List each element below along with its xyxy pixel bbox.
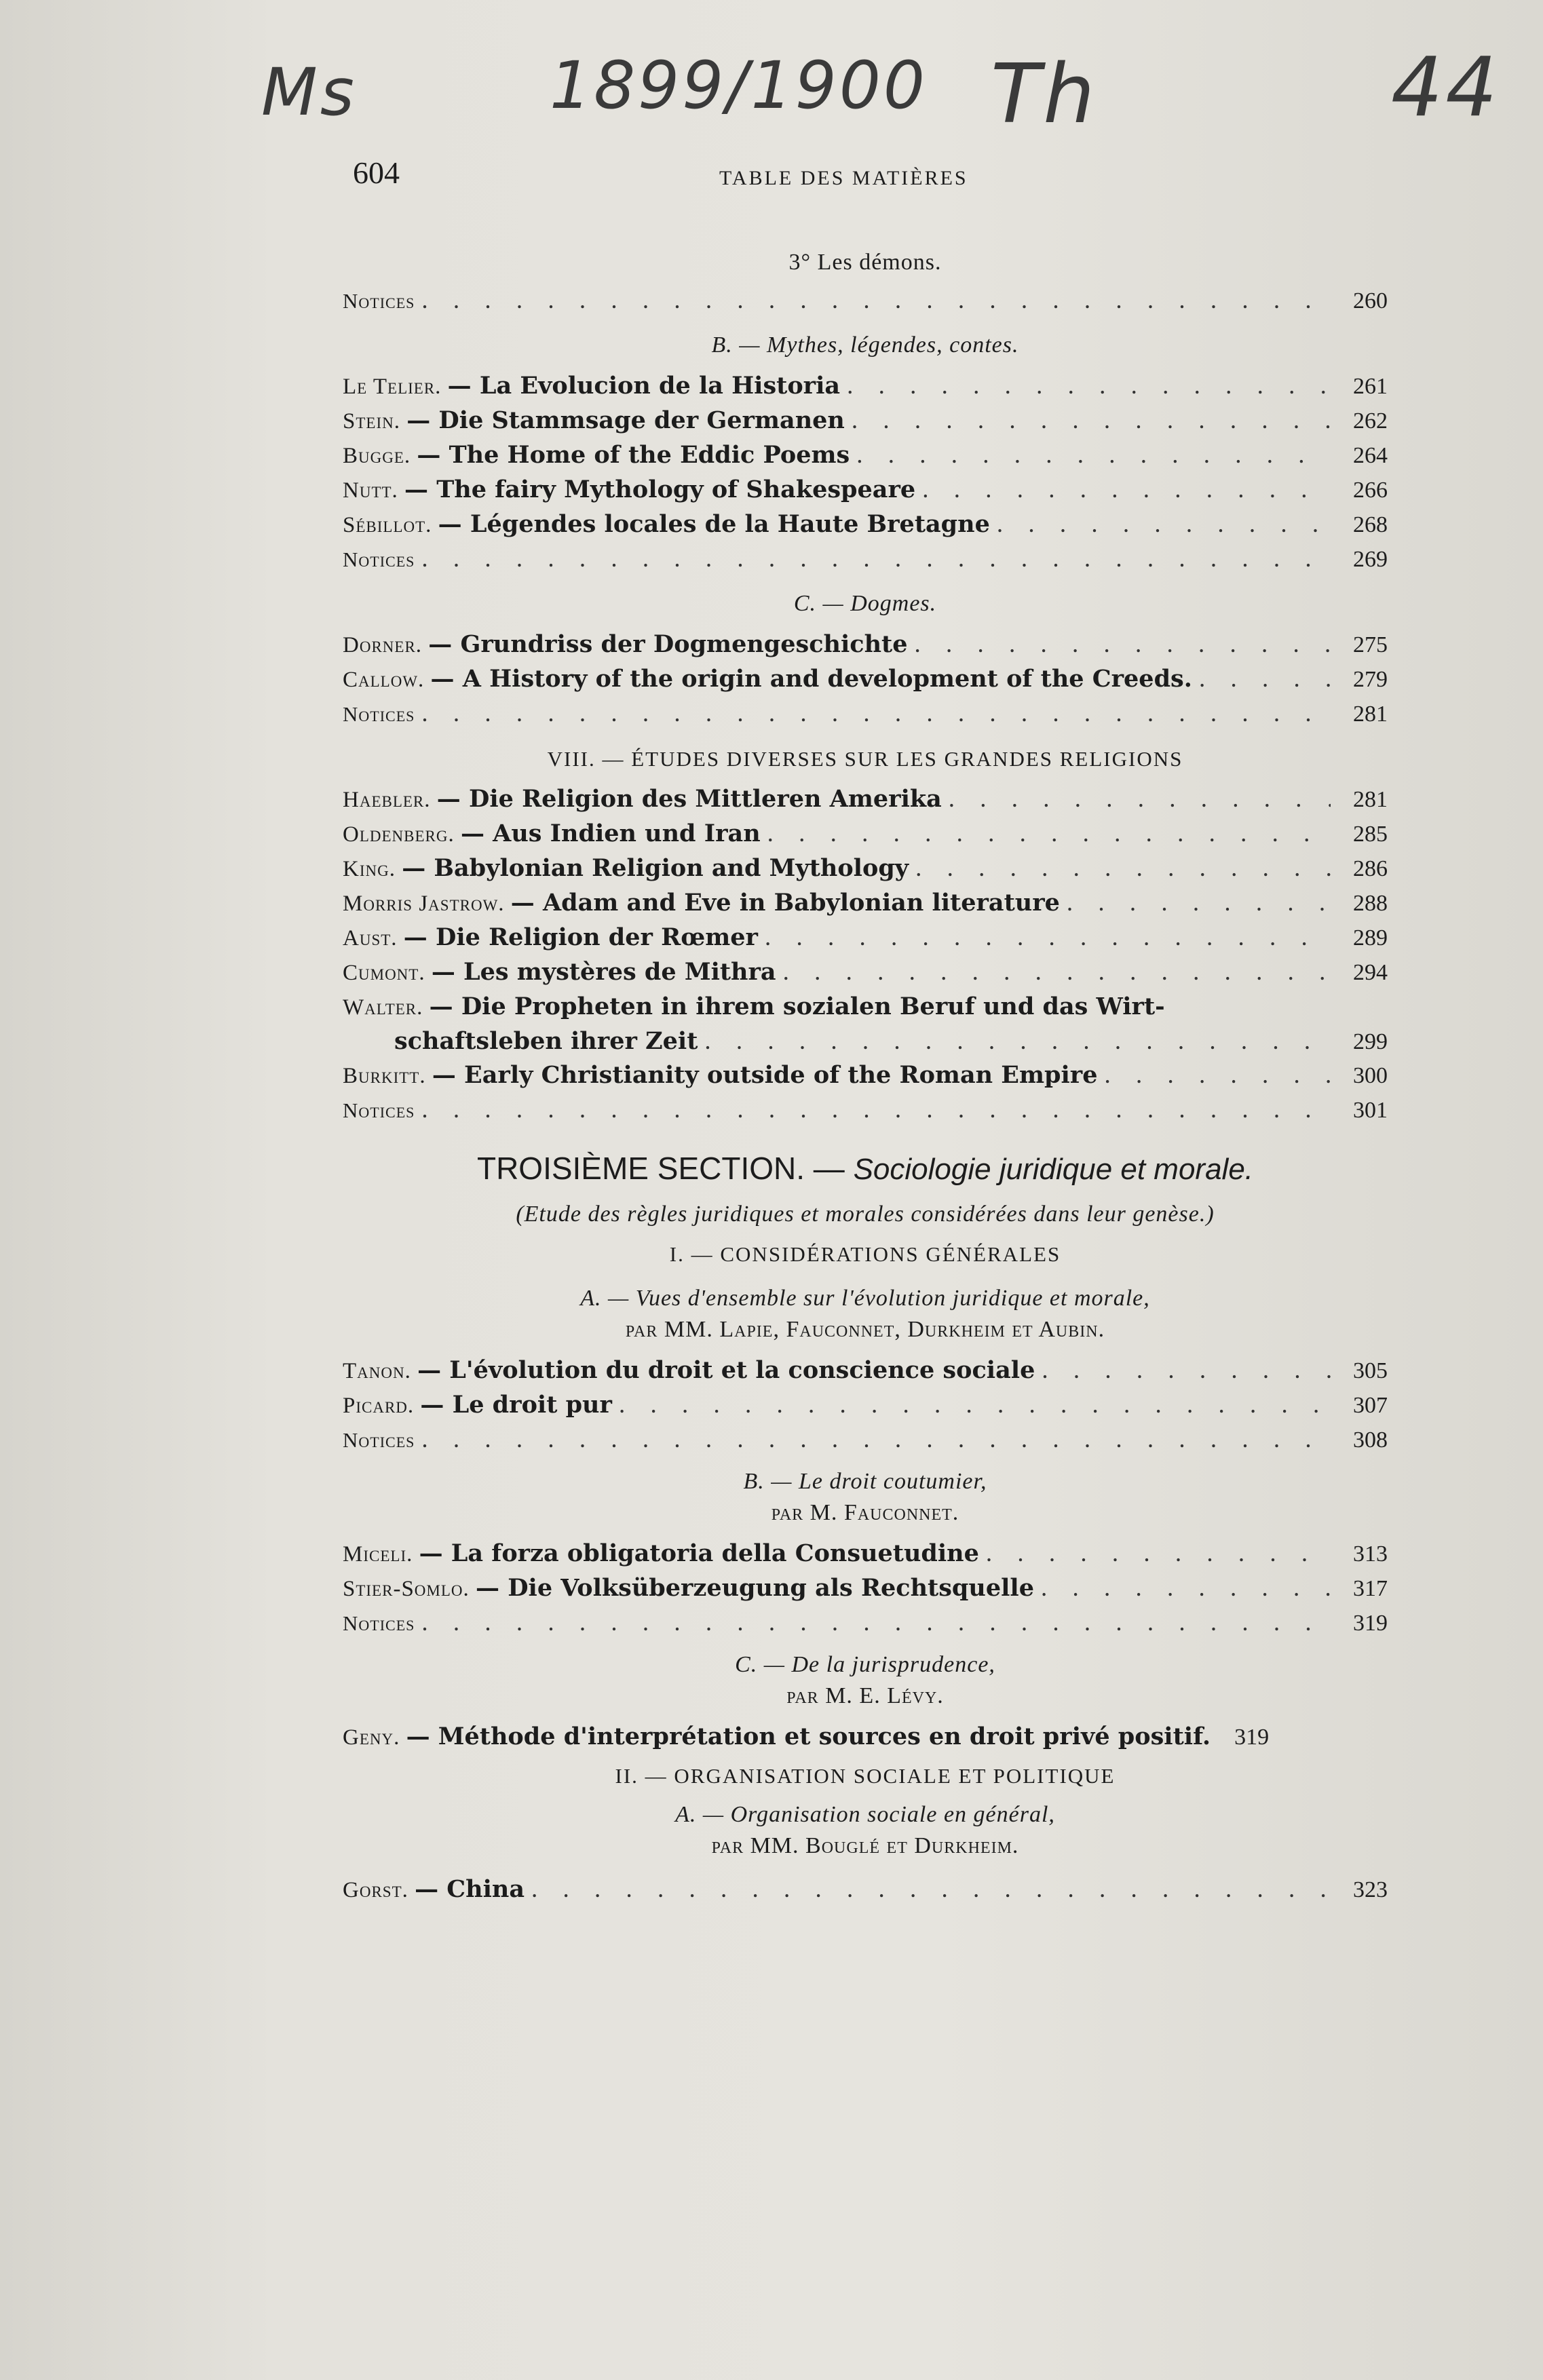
toc-entry: [343, 1354, 1388, 1388]
entry-title: — Légendes locales de la Haute Bretagne: [438, 510, 990, 538]
section-heading: C. — Dogmes.: [793, 591, 937, 616]
entry-title: — Die Propheten in ihrem sozialen Beruf und das Wirt-: [429, 993, 1165, 1020]
entry-author: Dorner.: [343, 633, 423, 657]
toc-entry: [343, 662, 1388, 697]
entry-page: 301: [1353, 1098, 1388, 1123]
entry-title: — The fairy Mythology of Shakespeare: [404, 476, 916, 503]
entry-title: — Grundriss der Dogmengeschichte: [428, 630, 908, 658]
entry-page: 261: [1353, 374, 1388, 399]
entry-title: schaftsleben ihrer Zeit: [394, 1027, 698, 1055]
entry-title: — Le droit pur: [420, 1391, 612, 1419]
entry-page: 299: [1353, 1029, 1388, 1054]
toc-entry: [343, 955, 1388, 990]
entry-list: [343, 1720, 1388, 1754]
entry-list: [343, 1537, 1388, 1640]
entry-author: Walter.: [343, 995, 423, 1020]
entry-author: Burkitt.: [343, 1064, 426, 1088]
running-title: TABLE DES MATIÈRES: [719, 167, 968, 189]
entry-author: Callow.: [343, 668, 425, 692]
entry-title: — Die Volksüberzeugung als Rechtsquelle: [476, 1574, 1034, 1602]
entry-title: — La forza obligatoria della Consuetudine: [419, 1539, 979, 1567]
section-heading: B. — Mythes, légendes, contes.: [711, 332, 1019, 358]
entry-page: 260: [1353, 288, 1388, 313]
entry-author: Notices: [343, 1428, 415, 1452]
entry-author: Haebler.: [343, 788, 431, 812]
entry-page: 269: [1353, 547, 1388, 572]
entry-list: [343, 628, 1388, 731]
entry-title: — Die Religion des Mittleren Amerika: [436, 785, 942, 813]
entry-title: — L'évolution du droit et la conscience sociale: [417, 1356, 1035, 1384]
entry-author: Stein.: [343, 409, 400, 434]
entry-page: 313: [1353, 1541, 1388, 1567]
entry-author: Picard.: [343, 1394, 415, 1418]
entry-title: — A History of the origin and development of the Creeds.: [430, 665, 1192, 693]
entry-author: Aust.: [343, 926, 398, 951]
byline: par MM. Lapie, Fauconnet, Durkheim et Aubin.: [625, 1317, 1105, 1342]
entry-author: Miceli.: [343, 1542, 413, 1567]
entry-author: Geny.: [343, 1725, 400, 1750]
entry-title: — The Home of the Eddic Poems: [417, 441, 850, 469]
toc-entry: [343, 369, 1388, 404]
toc-entry: [343, 1720, 1388, 1754]
entry-author: Notices: [343, 1611, 415, 1635]
entry-author: Nutt.: [343, 478, 398, 503]
handwritten-annotation: 1899/1900: [550, 47, 928, 123]
byline: par M. Fauconnet.: [771, 1500, 959, 1525]
toc-entry: [343, 284, 1388, 318]
section-title: [343, 1150, 1388, 1187]
toc-entry: [343, 628, 1388, 662]
section-title-italic: Sociologie juridique et morale.: [853, 1153, 1254, 1186]
toc-entry: [343, 1873, 1388, 1907]
handwritten-annotation: Ms: [261, 54, 357, 130]
entry-author: Notices: [343, 1098, 415, 1122]
toc-entry: [343, 1388, 1388, 1423]
table-of-contents: [343, 237, 1388, 1907]
entry-list: [343, 369, 1388, 576]
entry-page: 286: [1353, 856, 1388, 881]
section-heading: A. — Organisation sociale en général,: [675, 1802, 1055, 1827]
entry-title: — Les mystères de Mithra: [431, 958, 776, 986]
entry-title: — Méthode d'interprétation et sources en droit privé positif.: [406, 1723, 1211, 1750]
section-heading: A. — Vues d'ensemble sur l'évolution juridique et morale,: [580, 1286, 1150, 1311]
entry-page: 289: [1353, 925, 1388, 951]
section-heading: C. — De la jurisprudence,: [735, 1652, 995, 1677]
toc-entry: [343, 851, 1388, 886]
toc-entry: [343, 697, 1388, 731]
part-heading: II. — ORGANISATION SOCIALE ET POLITIQUE: [615, 1764, 1116, 1788]
entry-author: Tanon.: [343, 1359, 411, 1383]
entry-title: — Die Religion der Rœmer: [403, 923, 758, 951]
toc-entry: [343, 1423, 1388, 1457]
entry-page: 268: [1353, 512, 1388, 537]
toc-entry: [343, 886, 1388, 921]
handwritten-annotation: 44: [1391, 41, 1500, 135]
section-heading: 3° Les démons.: [788, 250, 942, 275]
toc-entry: [343, 473, 1388, 507]
entry-list: [343, 284, 1388, 318]
entry-author: Bugge.: [343, 444, 411, 468]
entry-author: Gorst.: [343, 1878, 408, 1902]
toc-entry: [343, 1571, 1388, 1606]
entry-author: Notices: [343, 702, 415, 726]
toc-entry: [343, 507, 1388, 542]
entry-title: — Early Christianity outside of the Roman Empire: [432, 1061, 1098, 1089]
toc-entry: [343, 542, 1388, 576]
entry-title: — Adam and Eve in Babylonian literature: [510, 889, 1060, 917]
entry-page: 319: [1234, 1725, 1270, 1750]
entry-list: [343, 1354, 1388, 1457]
toc-entry: [343, 782, 1388, 817]
entry-list: [343, 782, 1388, 1127]
entry-page: 288: [1353, 891, 1388, 916]
toc-entry-continuation: [343, 1024, 1388, 1058]
part-heading: VIII. — ÉTUDES DIVERSES SUR LES GRANDES RELIGIONS: [547, 747, 1183, 771]
entry-author: Morris Jastrow.: [343, 891, 505, 916]
toc-entry: [343, 1058, 1388, 1093]
entry-page: 281: [1353, 787, 1388, 812]
entry-author: Sébillot.: [343, 513, 432, 537]
entry-author: Notices: [343, 289, 415, 313]
part-heading: I. — CONSIDÉRATIONS GÉNÉRALES: [669, 1242, 1061, 1266]
section-heading: B. — Le droit coutumier,: [743, 1469, 987, 1494]
entry-title: — China: [415, 1875, 525, 1903]
entry-page: 323: [1353, 1877, 1388, 1902]
toc-entry: [343, 1606, 1388, 1640]
toc-entry: [343, 921, 1388, 955]
toc-entry: [343, 438, 1388, 473]
entry-author: Le Telier.: [343, 375, 442, 399]
entry-author: Cumont.: [343, 961, 425, 985]
toc-entry: [343, 1537, 1388, 1571]
entry-page: 281: [1353, 702, 1388, 727]
byline: par MM. Bouglé et Durkheim.: [711, 1833, 1019, 1858]
page-header: [353, 155, 1425, 195]
entry-author: Notices: [343, 548, 415, 571]
entry-page: 307: [1353, 1393, 1388, 1418]
toc-entry: [343, 1093, 1388, 1127]
entry-list: [343, 1873, 1388, 1907]
page-number: 604: [353, 155, 400, 190]
entry-page: 264: [1353, 443, 1388, 468]
toc-entry: [343, 817, 1388, 851]
entry-page: 262: [1353, 408, 1388, 434]
entry-page: 275: [1353, 632, 1388, 657]
entry-title: — Babylonian Religion and Mythology: [402, 854, 909, 882]
entry-page: 279: [1353, 667, 1388, 692]
entry-page: 308: [1353, 1427, 1388, 1453]
toc-entry: [343, 404, 1388, 438]
byline: par M. E. Lévy.: [786, 1683, 944, 1708]
entry-author: Stier-Somlo.: [343, 1577, 470, 1601]
entry-page: 319: [1353, 1611, 1388, 1636]
entry-author: Oldenberg.: [343, 822, 455, 847]
entry-title: — La Evolucion de la Historia: [447, 372, 841, 400]
section-subtitle: (Etude des règles juridiques et morales considérées dans leur genèse.): [516, 1202, 1215, 1227]
toc-entry: [343, 990, 1388, 1024]
entry-author: King.: [343, 857, 396, 881]
entry-page: 300: [1353, 1063, 1388, 1088]
entry-page: 305: [1353, 1358, 1388, 1383]
entry-page: 317: [1353, 1576, 1388, 1601]
section-title-main: TROISIÈME SECTION. —: [476, 1151, 845, 1186]
entry-title: — Aus Indien und Iran: [461, 820, 761, 847]
entry-page: 285: [1353, 822, 1388, 847]
entry-title: — Die Stammsage der Germanen: [406, 406, 845, 434]
entry-page: 294: [1353, 960, 1388, 985]
entry-page: 266: [1353, 478, 1388, 503]
handwritten-annotation: Th: [991, 47, 1098, 142]
